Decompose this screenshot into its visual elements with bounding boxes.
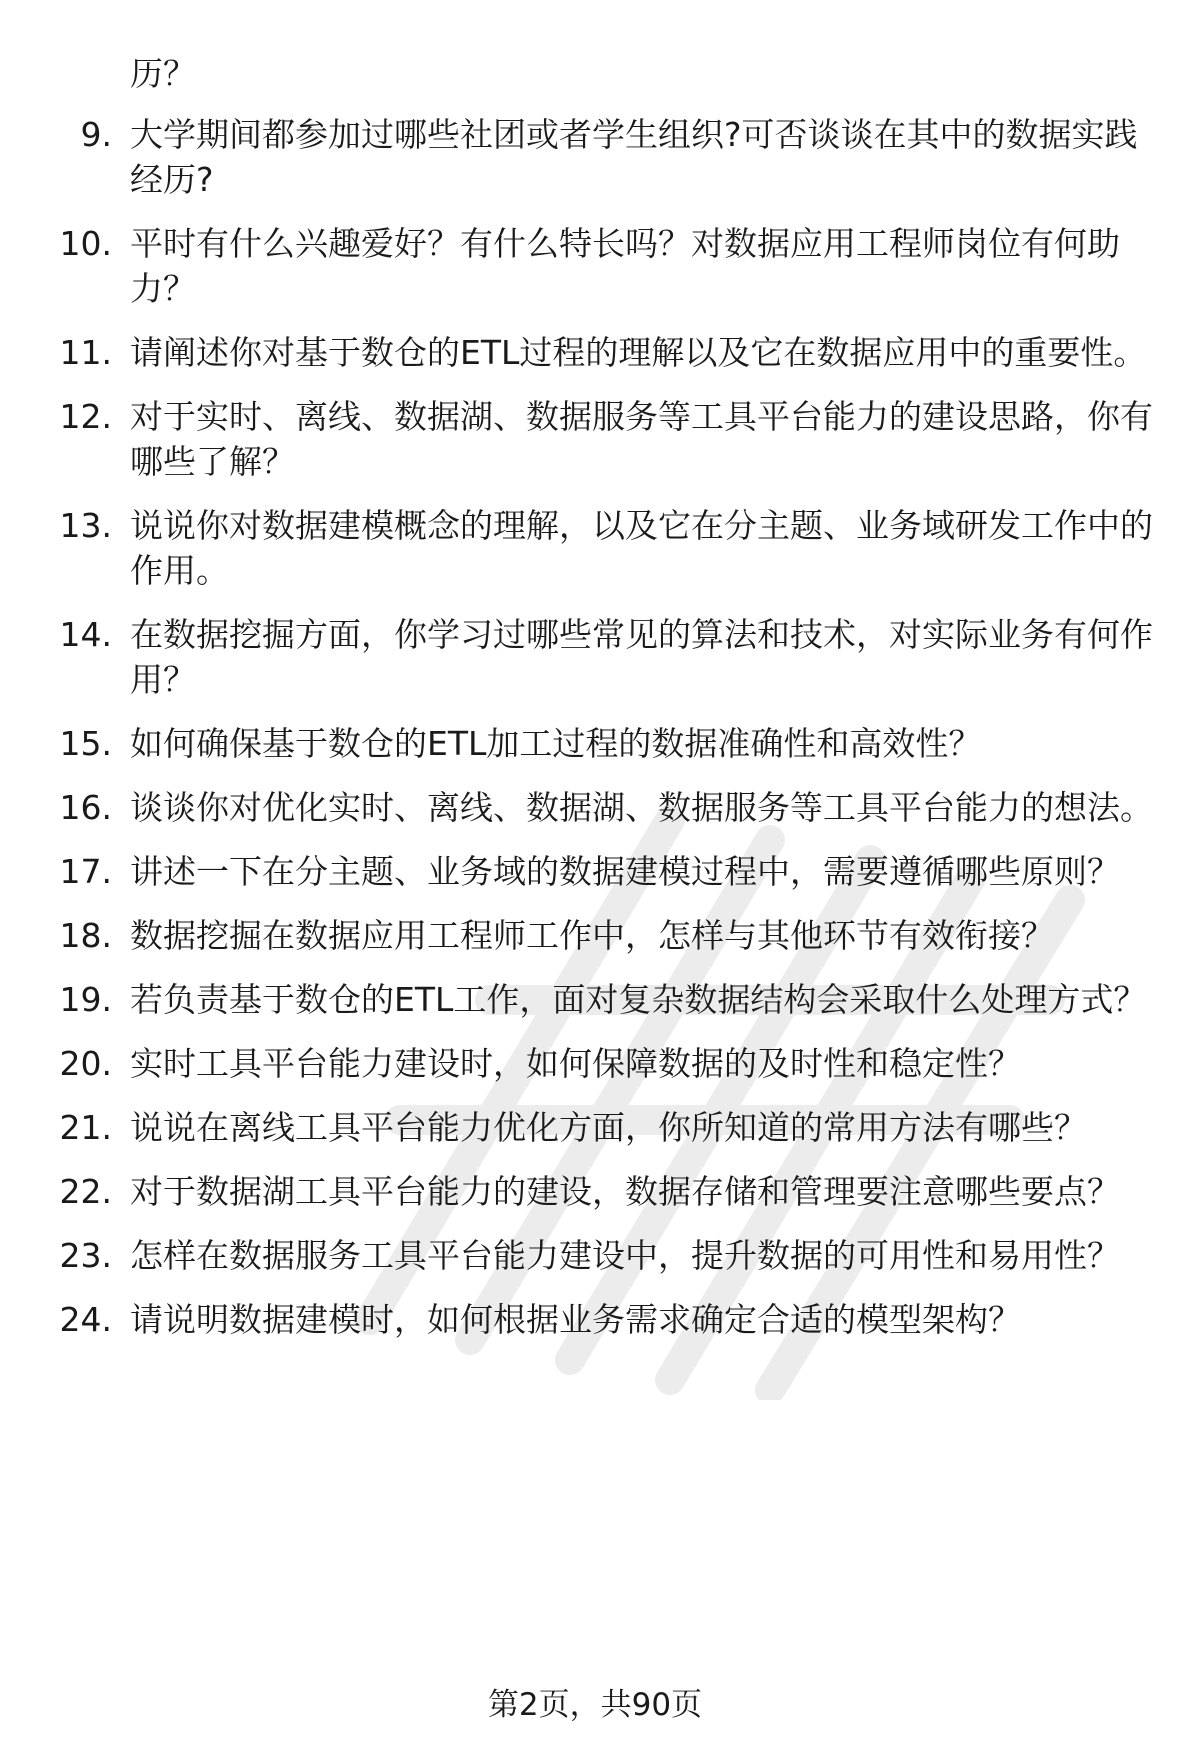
question-number: 19. xyxy=(59,980,112,1019)
question-text: 平时有什么兴趣爱好？有什么特长吗？对数据应用工程师岗位有何助力？ xyxy=(130,224,1120,308)
question-item xyxy=(0,221,1190,311)
question-item xyxy=(0,913,1190,958)
question-item xyxy=(0,785,1190,830)
question-text: 数据挖掘在数据应用工程师工作中，怎样与其他环节有效衔接？ xyxy=(130,916,1054,955)
question-number: 11. xyxy=(59,333,112,372)
question-number: 20. xyxy=(59,1044,112,1083)
question-number: 15. xyxy=(59,724,112,763)
question-number: 24. xyxy=(59,1300,112,1339)
question-number: 13. xyxy=(59,506,112,545)
question-text: 实时工具平台能力建设时，如何保障数据的及时性和稳定性？ xyxy=(130,1044,1021,1083)
question-item xyxy=(0,330,1190,375)
carryover-text: 历？ xyxy=(130,54,196,93)
question-item xyxy=(0,1297,1190,1342)
question-number: 10. xyxy=(59,224,112,263)
question-number: 9. xyxy=(80,115,112,154)
question-item xyxy=(0,849,1190,894)
question-text: 对于实时、离线、数据湖、数据服务等工具平台能力的建设思路，你有哪些了解？ xyxy=(130,397,1153,481)
question-text: 说说你对数据建模概念的理解，以及它在分主题、业务域研发工作中的作用。 xyxy=(130,506,1153,590)
question-number: 23. xyxy=(59,1236,112,1275)
question-text: 如何确保基于数仓的ETL加工过程的数据准确性和高效性？ xyxy=(130,724,982,763)
page-footer: 第2页，共90页 xyxy=(487,1687,703,1723)
question-text: 怎样在数据服务工具平台能力建设中，提升数据的可用性和易用性？ xyxy=(130,1236,1120,1275)
question-item xyxy=(0,503,1190,593)
question-item xyxy=(0,977,1190,1022)
question-number: 16. xyxy=(59,788,112,827)
question-list xyxy=(0,112,1190,1361)
question-item xyxy=(0,112,1190,202)
question-number: 21. xyxy=(59,1108,112,1147)
question-text: 请阐述你对基于数仓的ETL过程的理解以及它在数据应用中的重要性。 xyxy=(130,333,1147,372)
question-item xyxy=(0,394,1190,484)
question-text: 大学期间都参加过哪些社团或者学生组织?可否谈谈在其中的数据实践经历? xyxy=(130,115,1138,199)
question-text: 请说明数据建模时，如何根据业务需求确定合适的模型架构？ xyxy=(130,1300,1021,1339)
question-number: 17. xyxy=(59,852,112,891)
question-item xyxy=(0,1105,1190,1150)
question-number: 18. xyxy=(59,916,112,955)
question-text: 讲述一下在分主题、业务域的数据建模过程中，需要遵循哪些原则？ xyxy=(130,852,1120,891)
question-item xyxy=(0,1041,1190,1086)
question-item xyxy=(0,612,1190,702)
question-number: 12. xyxy=(59,397,112,436)
question-item xyxy=(0,1233,1190,1278)
question-text: 谈谈你对优化实时、离线、数据湖、数据服务等工具平台能力的想法。 xyxy=(130,788,1153,827)
question-text: 对于数据湖工具平台能力的建设，数据存储和管理要注意哪些要点？ xyxy=(130,1172,1120,1211)
question-text: 若负责基于数仓的ETL工作，面对复杂数据结构会采取什么处理方式？ xyxy=(130,980,1147,1019)
question-text: 说说在离线工具平台能力优化方面，你所知道的常用方法有哪些？ xyxy=(130,1108,1087,1147)
question-number: 22. xyxy=(59,1172,112,1211)
question-item xyxy=(0,1169,1190,1214)
question-number: 14. xyxy=(59,615,112,654)
question-text: 在数据挖掘方面，你学习过哪些常见的算法和技术，对实际业务有何作用？ xyxy=(130,615,1153,699)
question-item xyxy=(0,721,1190,766)
